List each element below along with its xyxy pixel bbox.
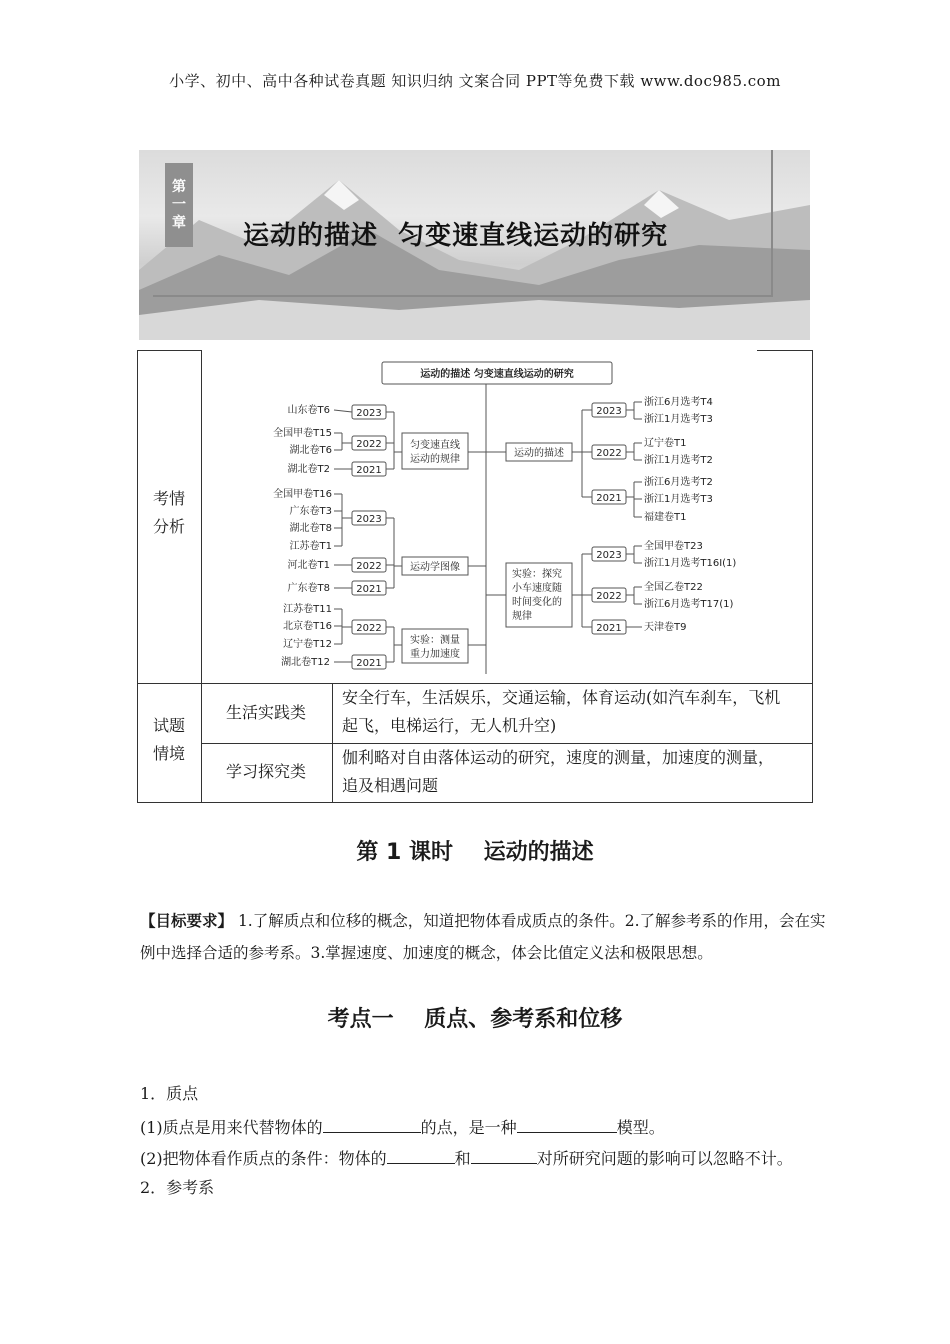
exam-item: 广东卷T3 <box>289 506 332 517</box>
topic-label: 运动的描述 <box>514 448 564 459</box>
fill-blank-line <box>140 1147 793 1169</box>
exam-item: 江苏卷T1 <box>289 541 332 552</box>
mindmap-root: 运动的描述 匀变速直线运动的研究 <box>420 369 574 380</box>
situation-category: 学习探究类 <box>226 762 307 781</box>
year-label: 2021 <box>356 465 382 476</box>
year-label: 2022 <box>356 561 382 572</box>
exam-item: 山东卷T6 <box>287 405 330 416</box>
goal-label: 【目标要求】 <box>140 912 234 930</box>
topic-label: 运动的规律 <box>410 454 460 465</box>
learning-goals <box>140 905 830 969</box>
exam-item: 浙江1月选考T3 <box>644 414 713 425</box>
row-label-analysis <box>153 485 185 541</box>
exam-item: 湖北卷T6 <box>289 445 332 456</box>
exam-item: 全国甲卷T16 <box>273 489 332 500</box>
mindmap <box>256 356 761 676</box>
year-label: 2021 <box>596 623 622 634</box>
situation-category: 生活实践类 <box>226 703 307 722</box>
fill-blank-line <box>140 1116 665 1138</box>
year-label: 2023 <box>356 408 382 419</box>
chapter-tag-char: 章 <box>172 215 186 231</box>
year-label: 2022 <box>356 623 382 634</box>
chapter-tag <box>165 163 193 247</box>
row-label-line: 情境 <box>153 744 186 763</box>
year-label: 2021 <box>356 658 382 669</box>
lesson-title: 第 1 课时 运动的描述 <box>356 840 594 865</box>
answer-blank[interactable] <box>323 1116 421 1133</box>
year-label: 2022 <box>356 439 382 450</box>
topic-label: 时间变化的 <box>512 597 562 608</box>
site-header: 小学、初中、高中各种试卷真题 知识归纳 文案合同 PPT等免费下载 www.doc985.com <box>169 72 781 90</box>
content-line: 起飞，电梯运行，无人机升空) <box>342 716 557 735</box>
chapter-title: 运动的描述 匀变速直线运动的研究 <box>243 221 669 251</box>
text-run: 的点，是一种 <box>420 1118 517 1137</box>
answer-blank[interactable] <box>387 1147 455 1164</box>
answer-blank[interactable] <box>517 1116 617 1133</box>
item-heading: 1．质点 <box>140 1084 199 1103</box>
year-label: 2022 <box>596 591 622 602</box>
exam-item: 全国甲卷T15 <box>273 428 332 439</box>
topic-label: 重力加速度 <box>410 649 460 660</box>
exam-item: 福建卷T1 <box>644 512 687 523</box>
exam-item: 湖北卷T8 <box>289 523 332 534</box>
exam-item: 辽宁卷T12 <box>283 639 332 650</box>
exam-item: 辽宁卷T1 <box>644 438 687 449</box>
exam-item: 浙江1月选考T16Ⅰ(1) <box>644 558 737 569</box>
item-heading: 2．参考系 <box>140 1178 215 1197</box>
content-line: 追及相遇问题 <box>342 776 439 795</box>
text-run: 对所研究问题的影响可以忽略不计。 <box>536 1149 793 1168</box>
text-run: 和 <box>454 1149 471 1168</box>
topic-label: 小车速度随 <box>512 583 562 594</box>
chapter-tag-char: 第 <box>172 179 186 195</box>
exam-item: 江苏卷T11 <box>283 604 332 615</box>
text-run: 模型。 <box>616 1118 665 1137</box>
exam-item: 浙江6月选考T17(1) <box>644 599 734 610</box>
exam-item: 湖北卷T2 <box>287 464 330 475</box>
answer-blank[interactable] <box>471 1147 537 1164</box>
exam-item: 全国甲卷T23 <box>644 541 703 552</box>
year-label: 2023 <box>596 550 622 561</box>
year-label: 2022 <box>596 448 622 459</box>
year-label: 2023 <box>596 406 622 417</box>
exam-item: 天津卷T9 <box>644 622 687 633</box>
topic-label: 实验：测量 <box>410 635 460 646</box>
exam-item: 广东卷T8 <box>287 583 330 594</box>
text-run: (1)质点是用来代替物体的 <box>140 1118 323 1137</box>
year-label: 2021 <box>596 493 622 504</box>
section-title: 考点一 质点、参考系和位移 <box>327 1007 623 1032</box>
topic-label: 匀变速直线 <box>410 440 460 451</box>
topic-label: 规律 <box>512 611 532 622</box>
text-run: (2)把物体看作质点的条件：物体的 <box>140 1149 387 1168</box>
topic-label: 运动学图像 <box>410 562 460 573</box>
row-label-line: 考情 <box>153 489 186 508</box>
content-line: 伽利略对自由落体运动的研究，速度的测量，加速度的测量， <box>342 748 775 767</box>
exam-item: 浙江1月选考T3 <box>644 494 713 505</box>
exam-item: 湖北卷T12 <box>281 657 330 668</box>
row-label-line: 分析 <box>153 517 186 536</box>
situation-content <box>342 684 780 740</box>
exam-item: 全国乙卷T22 <box>644 582 703 593</box>
exam-item: 浙江6月选考T4 <box>644 397 713 408</box>
content-line: 安全行车，生活娱乐，交通运输，体育运动(如汽车刹车，飞机 <box>342 688 781 707</box>
topic-label: 实验：探究 <box>512 569 562 580</box>
exam-item: 北京卷T16 <box>283 621 332 632</box>
exam-item: 浙江1月选考T2 <box>644 455 713 466</box>
row-label-line: 试题 <box>153 716 186 735</box>
row-label-situation <box>153 712 185 768</box>
goal-text: 1.了解质点和位移的概念，知道把物体看成质点的条件。2.了解参考系的作用，会在实例中选择合适的参考系。3.掌握速度、加速度的概念，体会比值定义法和极限思想。 <box>140 912 826 962</box>
situation-content <box>342 744 774 800</box>
year-label: 2021 <box>356 584 382 595</box>
year-label: 2023 <box>356 514 382 525</box>
exam-item: 河北卷T1 <box>287 560 330 571</box>
chapter-tag-char: 一 <box>172 197 186 213</box>
exam-item: 浙江6月选考T2 <box>644 477 713 488</box>
